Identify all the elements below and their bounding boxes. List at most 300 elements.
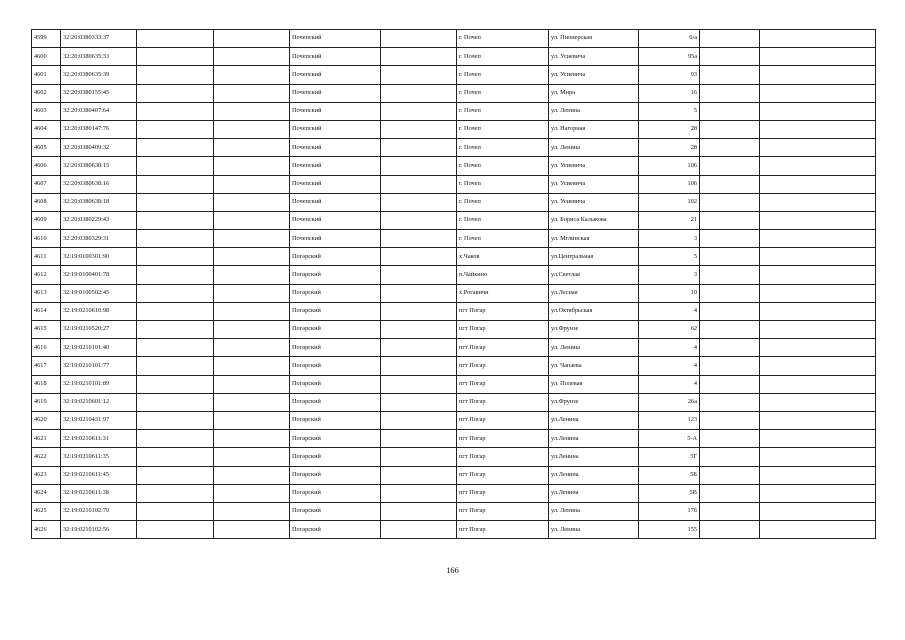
cell-empty-col-11: [760, 102, 876, 120]
cell-empty-col-6: [381, 521, 457, 539]
cell-empty-col-11: [760, 84, 876, 102]
cell-empty-col-10: [700, 66, 760, 84]
cell-row-number: 4607: [32, 175, 61, 193]
table-row: [32, 102, 876, 120]
cell-locality: пгт Погар: [457, 375, 549, 393]
cell-empty-col-11: [760, 30, 876, 48]
cell-empty-col-10: [700, 411, 760, 429]
cell-locality: г. Почеп: [457, 175, 549, 193]
cell-house-number: 5В: [639, 484, 700, 502]
cell-cadastral-number: 32:19:0210102:56: [61, 521, 137, 539]
cell-locality: пгт Погар: [457, 484, 549, 502]
cell-empty-col-11: [760, 430, 876, 448]
cell-empty-col-11: [760, 157, 876, 175]
cell-empty-col-10: [700, 230, 760, 248]
cell-empty-col-3: [137, 157, 214, 175]
cell-row-number: 4599: [32, 30, 61, 48]
registry-table-container: [31, 29, 875, 539]
cell-district: Почепский: [290, 30, 381, 48]
cell-locality: г. Почеп: [457, 66, 549, 84]
cell-empty-col-4: [214, 375, 290, 393]
cell-cadastral-number: 32:19:0210101:89: [61, 375, 137, 393]
cell-district: Почепский: [290, 120, 381, 138]
cell-empty-col-6: [381, 339, 457, 357]
cell-row-number: 4619: [32, 393, 61, 411]
cell-house-number: 95а: [639, 48, 700, 66]
cell-empty-col-4: [214, 284, 290, 302]
cell-empty-col-3: [137, 248, 214, 266]
cell-locality: г. Почеп: [457, 102, 549, 120]
table-row: [32, 48, 876, 66]
cell-empty-col-4: [214, 321, 290, 339]
table-row: [32, 139, 876, 157]
cell-house-number: 21: [639, 211, 700, 229]
cell-empty-col-3: [137, 448, 214, 466]
table-row: [32, 521, 876, 539]
table-body: [32, 30, 876, 539]
cell-empty-col-4: [214, 430, 290, 448]
cell-street: ул.Фрунзе: [549, 393, 639, 411]
cell-locality: г. Почеп: [457, 211, 549, 229]
table-row: [32, 66, 876, 84]
cell-district: Погарский: [290, 266, 381, 284]
cell-empty-col-6: [381, 375, 457, 393]
cell-house-number: 4: [639, 302, 700, 320]
table-row: [32, 266, 876, 284]
cell-empty-col-3: [137, 230, 214, 248]
cell-empty-col-10: [700, 321, 760, 339]
cell-house-number: 16: [639, 84, 700, 102]
cell-empty-col-6: [381, 466, 457, 484]
cell-locality: пгт Погар: [457, 357, 549, 375]
cell-district: Погарский: [290, 448, 381, 466]
cell-empty-col-6: [381, 448, 457, 466]
cell-locality: пгт Погар: [457, 339, 549, 357]
cell-empty-col-10: [700, 211, 760, 229]
cell-row-number: 4616: [32, 339, 61, 357]
cell-empty-col-4: [214, 266, 290, 284]
cell-district: Погарский: [290, 411, 381, 429]
cell-empty-col-10: [700, 466, 760, 484]
cell-district: Почепский: [290, 139, 381, 157]
cell-empty-col-3: [137, 66, 214, 84]
cell-district: Почепский: [290, 66, 381, 84]
cell-row-number: 4624: [32, 484, 61, 502]
cell-empty-col-6: [381, 30, 457, 48]
cell-empty-col-10: [700, 120, 760, 138]
cell-street: ул. Усиевича: [549, 157, 639, 175]
cell-row-number: 4605: [32, 139, 61, 157]
cell-empty-col-4: [214, 84, 290, 102]
cell-row-number: 4620: [32, 411, 61, 429]
cell-house-number: 102: [639, 193, 700, 211]
cell-street: ул.Октябрьская: [549, 302, 639, 320]
cell-street: ул. Ленина: [549, 139, 639, 157]
table-row: [32, 211, 876, 229]
cell-empty-col-11: [760, 393, 876, 411]
table-row: [32, 448, 876, 466]
cell-house-number: 4: [639, 357, 700, 375]
cell-cadastral-number: 32:19:0210611:38: [61, 484, 137, 502]
cell-row-number: 4608: [32, 193, 61, 211]
cell-district: Почепский: [290, 157, 381, 175]
cell-empty-col-4: [214, 157, 290, 175]
cell-street: ул. Чапаева: [549, 357, 639, 375]
cell-locality: г. Почеп: [457, 120, 549, 138]
table-row: [32, 375, 876, 393]
cell-locality: х.Чаков: [457, 248, 549, 266]
cell-cadastral-number: 32:19:0100401:78: [61, 266, 137, 284]
cell-empty-col-10: [700, 375, 760, 393]
cell-locality: пгт Погар: [457, 466, 549, 484]
cell-street: ул.Ленина: [549, 430, 639, 448]
cell-empty-col-10: [700, 193, 760, 211]
cell-house-number: 17б: [639, 502, 700, 520]
table-row: [32, 321, 876, 339]
cell-empty-col-6: [381, 211, 457, 229]
cell-empty-col-11: [760, 139, 876, 157]
cell-empty-col-6: [381, 393, 457, 411]
cell-cadastral-number: 32:19:0210520:27: [61, 321, 137, 339]
cell-row-number: 4626: [32, 521, 61, 539]
cell-street: ул.Лесная: [549, 284, 639, 302]
cell-house-number: 26а: [639, 393, 700, 411]
cell-empty-col-3: [137, 30, 214, 48]
cell-empty-col-3: [137, 102, 214, 120]
cell-empty-col-4: [214, 66, 290, 84]
cell-district: Почепский: [290, 48, 381, 66]
cell-empty-col-11: [760, 48, 876, 66]
cell-street: ул.Центральная: [549, 248, 639, 266]
cell-empty-col-11: [760, 211, 876, 229]
cell-row-number: 4623: [32, 466, 61, 484]
cell-empty-col-3: [137, 411, 214, 429]
cell-street: ул. Нагорная: [549, 120, 639, 138]
cell-empty-col-6: [381, 248, 457, 266]
cell-house-number: 93: [639, 66, 700, 84]
cell-district: Погарский: [290, 393, 381, 411]
cell-district: Почепский: [290, 230, 381, 248]
cell-empty-col-6: [381, 411, 457, 429]
cell-cadastral-number: 32:20:0380329:31: [61, 230, 137, 248]
cell-row-number: 4604: [32, 120, 61, 138]
cell-empty-col-6: [381, 157, 457, 175]
cell-district: Погарский: [290, 430, 381, 448]
cell-empty-col-11: [760, 321, 876, 339]
cell-empty-col-6: [381, 120, 457, 138]
cell-cadastral-number: 32:19:0210101:77: [61, 357, 137, 375]
cell-empty-col-3: [137, 321, 214, 339]
cell-empty-col-10: [700, 30, 760, 48]
cell-empty-col-3: [137, 430, 214, 448]
cell-street: ул.Ленина: [549, 484, 639, 502]
cell-empty-col-10: [700, 248, 760, 266]
cell-locality: пгт Погар: [457, 411, 549, 429]
table-row: [32, 157, 876, 175]
cell-empty-col-11: [760, 193, 876, 211]
cell-empty-col-3: [137, 521, 214, 539]
cell-locality: г. Почеп: [457, 193, 549, 211]
cell-empty-col-6: [381, 266, 457, 284]
cell-street: ул. Мира: [549, 84, 639, 102]
table-row: [32, 302, 876, 320]
cell-empty-col-4: [214, 502, 290, 520]
cell-street: ул. Усиевича: [549, 48, 639, 66]
cell-cadastral-number: 32:20:0380638:15: [61, 157, 137, 175]
cell-house-number: 5-А: [639, 430, 700, 448]
cell-empty-col-10: [700, 484, 760, 502]
cell-cadastral-number: 32:19:0100502:45: [61, 284, 137, 302]
table-row: [32, 502, 876, 520]
cell-empty-col-10: [700, 393, 760, 411]
cell-empty-col-4: [214, 393, 290, 411]
cell-district: Погарский: [290, 302, 381, 320]
cell-empty-col-3: [137, 211, 214, 229]
cell-district: Погарский: [290, 502, 381, 520]
cell-district: Почепский: [290, 84, 381, 102]
cell-empty-col-11: [760, 284, 876, 302]
cell-district: Почепский: [290, 193, 381, 211]
cell-empty-col-3: [137, 120, 214, 138]
cell-empty-col-10: [700, 139, 760, 157]
cell-empty-col-3: [137, 484, 214, 502]
cell-empty-col-3: [137, 84, 214, 102]
cell-empty-col-4: [214, 120, 290, 138]
table-row: [32, 248, 876, 266]
cell-house-number: 4: [639, 375, 700, 393]
cell-locality: пгт Погар: [457, 321, 549, 339]
cell-empty-col-10: [700, 339, 760, 357]
cell-empty-col-11: [760, 502, 876, 520]
cell-empty-col-6: [381, 284, 457, 302]
cell-locality: пгт Погар: [457, 430, 549, 448]
cell-empty-col-6: [381, 502, 457, 520]
cell-row-number: 4622: [32, 448, 61, 466]
cell-row-number: 4612: [32, 266, 61, 284]
cell-locality: г. Почеп: [457, 30, 549, 48]
table-row: [32, 411, 876, 429]
cell-empty-col-10: [700, 521, 760, 539]
cell-empty-col-6: [381, 357, 457, 375]
table-row: [32, 175, 876, 193]
cell-cadastral-number: 32:20:0380409:32: [61, 139, 137, 157]
page-number: 166: [446, 565, 459, 575]
cell-empty-col-10: [700, 430, 760, 448]
cell-street: ул.Светлая: [549, 266, 639, 284]
cell-empty-col-6: [381, 193, 457, 211]
cell-cadastral-number: 32:20:0380638:16: [61, 175, 137, 193]
cell-empty-col-10: [700, 157, 760, 175]
cell-empty-col-4: [214, 448, 290, 466]
cell-cadastral-number: 32:20:0380407:64: [61, 102, 137, 120]
cell-empty-col-4: [214, 30, 290, 48]
cell-row-number: 4610: [32, 230, 61, 248]
cell-row-number: 4618: [32, 375, 61, 393]
cell-empty-col-6: [381, 48, 457, 66]
cell-empty-col-6: [381, 66, 457, 84]
cell-empty-col-4: [214, 175, 290, 193]
cell-empty-col-11: [760, 120, 876, 138]
cell-cadastral-number: 32:20:0380638:18: [61, 193, 137, 211]
cell-street: ул.Ленина: [549, 411, 639, 429]
table-row: [32, 30, 876, 48]
cell-street: ул.Ленина: [549, 466, 639, 484]
cell-locality: п.Чайкино: [457, 266, 549, 284]
cell-empty-col-3: [137, 375, 214, 393]
cell-empty-col-6: [381, 139, 457, 157]
cell-cadastral-number: 32:19:0210102:70: [61, 502, 137, 520]
registry-table: [31, 29, 876, 539]
cell-house-number: 5: [639, 248, 700, 266]
cell-empty-col-6: [381, 484, 457, 502]
cell-empty-col-10: [700, 266, 760, 284]
cell-street: ул. Ленина: [549, 521, 639, 539]
cell-empty-col-3: [137, 139, 214, 157]
cell-cadastral-number: 32:19:0210611:45: [61, 466, 137, 484]
cell-row-number: 4601: [32, 66, 61, 84]
cell-house-number: 4: [639, 339, 700, 357]
cell-house-number: 3: [639, 230, 700, 248]
cell-row-number: 4611: [32, 248, 61, 266]
table-row: [32, 430, 876, 448]
cell-house-number: 106: [639, 175, 700, 193]
cell-empty-col-10: [700, 357, 760, 375]
cell-locality: г. Почеп: [457, 139, 549, 157]
cell-street: ул. Усиевича: [549, 175, 639, 193]
cell-empty-col-3: [137, 393, 214, 411]
cell-district: Погарский: [290, 521, 381, 539]
cell-empty-col-10: [700, 448, 760, 466]
cell-empty-col-10: [700, 84, 760, 102]
cell-empty-col-11: [760, 66, 876, 84]
cell-locality: пгт Погар: [457, 502, 549, 520]
table-row: [32, 339, 876, 357]
cell-empty-col-4: [214, 302, 290, 320]
cell-locality: г. Почеп: [457, 48, 549, 66]
cell-row-number: 4606: [32, 157, 61, 175]
cell-empty-col-11: [760, 175, 876, 193]
cell-empty-col-3: [137, 266, 214, 284]
cell-house-number: 6/а: [639, 30, 700, 48]
cell-house-number: 62: [639, 321, 700, 339]
cell-empty-col-3: [137, 466, 214, 484]
cell-empty-col-3: [137, 175, 214, 193]
cell-house-number: 5Б: [639, 466, 700, 484]
cell-locality: х.Рогавичи: [457, 284, 549, 302]
cell-district: Почепский: [290, 175, 381, 193]
cell-row-number: 4617: [32, 357, 61, 375]
cell-empty-col-11: [760, 266, 876, 284]
cell-row-number: 4613: [32, 284, 61, 302]
table-row: [32, 484, 876, 502]
cell-cadastral-number: 32:20:0380229:43: [61, 211, 137, 229]
cell-empty-col-11: [760, 484, 876, 502]
cell-street: ул. Усиевича: [549, 193, 639, 211]
cell-empty-col-10: [700, 502, 760, 520]
cell-street: ул. Ленина: [549, 339, 639, 357]
cell-empty-col-4: [214, 357, 290, 375]
cell-cadastral-number: 32:19:0210431:97: [61, 411, 137, 429]
cell-empty-col-4: [214, 339, 290, 357]
cell-empty-col-11: [760, 357, 876, 375]
cell-street: ул. Ленина: [549, 502, 639, 520]
cell-empty-col-6: [381, 84, 457, 102]
cell-row-number: 4600: [32, 48, 61, 66]
cell-empty-col-11: [760, 302, 876, 320]
cell-empty-col-11: [760, 230, 876, 248]
cell-street: ул. Полевая: [549, 375, 639, 393]
table-row: [32, 230, 876, 248]
cell-empty-col-6: [381, 230, 457, 248]
cell-district: Погарский: [290, 357, 381, 375]
cell-locality: пгт Погар: [457, 521, 549, 539]
table-row: [32, 357, 876, 375]
cell-empty-col-4: [214, 193, 290, 211]
cell-street: ул. Усиевича: [549, 66, 639, 84]
cell-empty-col-6: [381, 430, 457, 448]
cell-empty-col-6: [381, 321, 457, 339]
cell-cadastral-number: 32:19:0210611:31: [61, 430, 137, 448]
cell-cadastral-number: 32:19:0210101:40: [61, 339, 137, 357]
cell-empty-col-4: [214, 48, 290, 66]
cell-street: ул. Пионерская: [549, 30, 639, 48]
cell-empty-col-10: [700, 284, 760, 302]
cell-street: ул.Ленина: [549, 448, 639, 466]
cell-empty-col-11: [760, 248, 876, 266]
cell-row-number: 4621: [32, 430, 61, 448]
cell-row-number: 4625: [32, 502, 61, 520]
cell-house-number: 155: [639, 521, 700, 539]
cell-street: ул. Ленина: [549, 102, 639, 120]
cell-empty-col-3: [137, 48, 214, 66]
cell-cadastral-number: 32:19:0210610:98: [61, 302, 137, 320]
cell-row-number: 4614: [32, 302, 61, 320]
cell-house-number: 5: [639, 102, 700, 120]
cell-empty-col-4: [214, 102, 290, 120]
cell-district: Погарский: [290, 484, 381, 502]
cell-empty-col-6: [381, 175, 457, 193]
cell-cadastral-number: 32:20:0380147:76: [61, 120, 137, 138]
cell-house-number: 106: [639, 157, 700, 175]
cell-empty-col-11: [760, 466, 876, 484]
cell-cadastral-number: 32:20:0380333:37: [61, 30, 137, 48]
cell-empty-col-3: [137, 193, 214, 211]
cell-empty-col-10: [700, 175, 760, 193]
table-row: [32, 393, 876, 411]
cell-locality: пгт Погар: [457, 302, 549, 320]
cell-locality: г. Почеп: [457, 84, 549, 102]
cell-empty-col-4: [214, 411, 290, 429]
cell-empty-col-11: [760, 339, 876, 357]
cell-house-number: 3: [639, 266, 700, 284]
cell-district: Почепский: [290, 102, 381, 120]
cell-row-number: 4602: [32, 84, 61, 102]
cell-row-number: 4615: [32, 321, 61, 339]
cell-house-number: 123: [639, 411, 700, 429]
cell-cadastral-number: 32:19:0100301:90: [61, 248, 137, 266]
cell-locality: пгт Погар: [457, 448, 549, 466]
cell-locality: г. Почеп: [457, 157, 549, 175]
cell-empty-col-6: [381, 302, 457, 320]
cell-empty-col-10: [700, 102, 760, 120]
cell-house-number: 10: [639, 284, 700, 302]
cell-cadastral-number: 32:20:0380635:39: [61, 66, 137, 84]
cell-empty-col-3: [137, 302, 214, 320]
cell-district: Погарский: [290, 284, 381, 302]
cell-empty-col-11: [760, 521, 876, 539]
table-row: [32, 120, 876, 138]
cell-locality: пгт Погар: [457, 393, 549, 411]
